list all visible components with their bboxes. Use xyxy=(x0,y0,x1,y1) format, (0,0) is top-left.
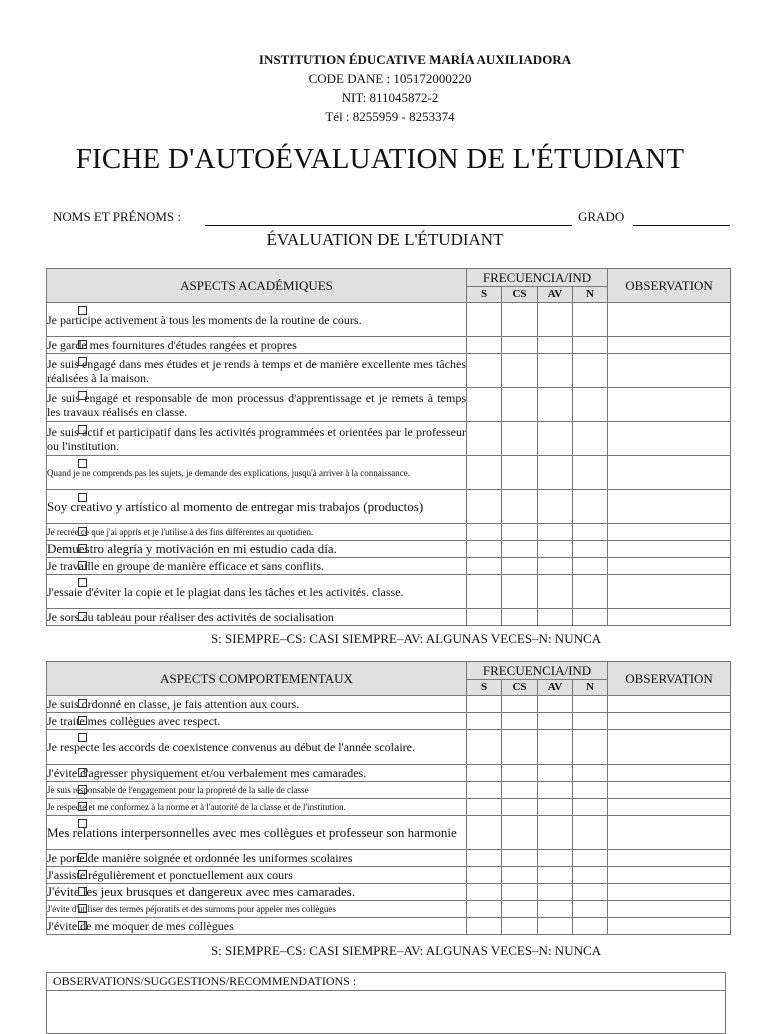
academic-item-text: Je travaille en groupe de manière efficace et sans conflits. xyxy=(47,559,324,573)
checkbox-icon[interactable] xyxy=(78,733,87,742)
observation-cell[interactable] xyxy=(608,541,731,558)
s-cell[interactable] xyxy=(467,490,502,524)
s-cell[interactable] xyxy=(467,696,502,713)
cs-cell[interactable] xyxy=(502,696,538,713)
behavioral-item-text: Je traite mes collègues avec respect. xyxy=(47,714,221,728)
behavioral-item-text: J'évite d'utiliser des termes péjoratifs et des surnoms pour appeler mes collègues xyxy=(47,904,336,914)
observation-cell[interactable] xyxy=(608,303,731,337)
av-cell[interactable] xyxy=(538,337,573,354)
behavioral-row xyxy=(47,799,731,816)
academic-item xyxy=(47,490,467,524)
n-cell[interactable] xyxy=(573,524,608,541)
academic-row xyxy=(47,388,731,422)
cs-cell[interactable] xyxy=(502,524,538,541)
checkbox-icon[interactable] xyxy=(78,561,87,570)
behavioral-item-text: J'évite d'agresser physiquement et/ou verbalement mes camarades. xyxy=(47,766,367,780)
academic-item xyxy=(47,422,467,456)
legend: S: SIEMPRE–CS: CASI SIEMPRE–AV: ALGUNAS VECES–N: NUNCA xyxy=(210,631,602,646)
behavioral-row xyxy=(47,713,731,730)
academic-row xyxy=(47,541,731,558)
observation-heading: OBSERVATION xyxy=(608,662,731,696)
observation-cell[interactable] xyxy=(608,422,731,456)
grado-field[interactable] xyxy=(633,225,730,226)
cs-cell[interactable] xyxy=(502,782,538,799)
observation-cell[interactable] xyxy=(608,575,731,609)
checkbox-icon[interactable] xyxy=(78,544,87,553)
observations-box[interactable] xyxy=(46,972,726,1034)
observation-cell[interactable] xyxy=(608,490,731,524)
s-cell[interactable] xyxy=(467,422,502,456)
academic-item-text: Soy creativo y artístico al momento de entregar mis trabajos (productos) xyxy=(47,498,424,514)
behavioral-item-text: Je porte de manière soignée et ordonnée les uniformes scolaires xyxy=(47,851,353,865)
frequency-heading: FRECUENCIA/IND xyxy=(467,269,608,287)
observation-cell[interactable] xyxy=(608,901,731,918)
checkbox-icon[interactable] xyxy=(78,425,87,434)
n-cell[interactable] xyxy=(573,884,608,901)
observation-cell[interactable] xyxy=(608,558,731,575)
s-cell[interactable] xyxy=(467,558,502,575)
col-av: AV xyxy=(538,287,573,303)
behavioral-row xyxy=(47,850,731,867)
cs-cell[interactable] xyxy=(502,901,538,918)
n-cell[interactable] xyxy=(573,816,608,850)
checkbox-icon[interactable] xyxy=(78,921,87,930)
s-cell[interactable] xyxy=(467,799,502,816)
s-cell[interactable] xyxy=(467,867,502,884)
observation-cell[interactable] xyxy=(608,609,731,626)
observation-cell[interactable] xyxy=(608,730,731,765)
n-cell[interactable] xyxy=(573,354,608,388)
academic-row xyxy=(47,422,731,456)
av-cell[interactable] xyxy=(538,765,573,782)
academic-item-text: Quand je ne comprends pas les sujets, je demande des explications, jusqu'à arriver à la connaissance. xyxy=(47,467,411,478)
av-cell[interactable] xyxy=(538,816,573,850)
observation-cell[interactable] xyxy=(608,456,731,490)
academic-item xyxy=(47,456,467,490)
academic-item xyxy=(47,575,467,609)
academic-table xyxy=(46,268,731,626)
behavioral-item xyxy=(47,918,467,935)
col-n: N xyxy=(573,287,608,303)
behavioral-row xyxy=(47,782,731,799)
cs-cell[interactable] xyxy=(502,456,538,490)
av-cell[interactable] xyxy=(538,354,573,388)
av-cell[interactable] xyxy=(538,303,573,337)
cs-cell[interactable] xyxy=(502,575,538,609)
observation-cell[interactable] xyxy=(608,867,731,884)
behavioral-item xyxy=(47,816,467,850)
academic-row xyxy=(47,490,731,524)
checkbox-icon[interactable] xyxy=(78,306,87,315)
frequency-heading: FRECUENCIA/IND xyxy=(467,662,608,680)
behavioral-row xyxy=(47,730,731,765)
cs-cell[interactable] xyxy=(502,490,538,524)
n-cell[interactable] xyxy=(573,782,608,799)
name-field[interactable] xyxy=(205,225,572,226)
av-cell[interactable] xyxy=(538,422,573,456)
col-n: N xyxy=(573,680,608,696)
behavioral-item xyxy=(47,765,467,782)
av-cell[interactable] xyxy=(538,558,573,575)
n-cell[interactable] xyxy=(573,388,608,422)
cs-cell[interactable] xyxy=(502,558,538,575)
cs-cell[interactable] xyxy=(502,303,538,337)
av-cell[interactable] xyxy=(538,850,573,867)
col-s: S xyxy=(467,680,502,696)
nit: NIT: 811045872-2 xyxy=(341,90,439,105)
academic-item xyxy=(47,558,467,575)
behavioral-row xyxy=(47,901,731,918)
checkbox-icon[interactable] xyxy=(78,459,87,468)
academic-row xyxy=(47,337,731,354)
academic-row xyxy=(47,609,731,626)
academic-item-text: J'essaie d'éviter la copie et le plagiat dans les tâches et les activités. classe. xyxy=(47,584,404,599)
academic-item-text: Je garde mes fournitures d'études rangées et propres xyxy=(47,338,297,352)
observation-cell[interactable] xyxy=(608,782,731,799)
section-subtitle: ÉVALUATION DE L'ÉTUDIANT xyxy=(266,230,504,249)
academic-item-text: Je suis engagé et responsable de mon processus d'apprentissage et je remets à temps les travaux réalisés en classe. xyxy=(47,390,466,419)
behavioral-row xyxy=(47,884,731,901)
institution-name: INSTITUTION ÉDUCATIVE MARÍA AUXILIADORA xyxy=(258,52,572,67)
col-av: AV xyxy=(538,680,573,696)
n-cell[interactable] xyxy=(573,337,608,354)
behavioral-item xyxy=(47,884,467,901)
behavioral-item-text: J'assiste régulièrement et ponctuellement aux cours xyxy=(47,868,293,882)
page-title: FICHE D'AUTOÉVALUATION DE L'ÉTUDIANT xyxy=(75,143,685,175)
s-cell[interactable] xyxy=(467,765,502,782)
academic-item-text: Je sors au tableau pour réaliser des activités de socialisation xyxy=(47,610,334,624)
academic-item-text: Demuestro alegría y motivación en mi estudio cada día. xyxy=(47,541,337,556)
s-cell[interactable] xyxy=(467,524,502,541)
cs-cell[interactable] xyxy=(502,713,538,730)
checkbox-icon[interactable] xyxy=(78,887,87,896)
checkbox-icon[interactable] xyxy=(78,493,87,502)
s-cell[interactable] xyxy=(467,850,502,867)
observation-cell[interactable] xyxy=(608,388,731,422)
behavioral-row xyxy=(47,918,731,935)
behavioral-item xyxy=(47,782,467,799)
behavioral-item-text: J'évite de me moquer de mes collègues xyxy=(47,919,234,933)
n-cell[interactable] xyxy=(573,730,608,765)
behavioral-item-text: Je respecte les accords de coexistence convenus au début de l'année scolaire. xyxy=(47,740,415,754)
av-cell[interactable] xyxy=(538,524,573,541)
observations-label: OBSERVATIONS/SUGGESTIONS/RECOMMENDATIONS : xyxy=(47,973,725,991)
telephone: Tél : 8255959 - 8253374 xyxy=(325,109,455,124)
s-cell[interactable] xyxy=(467,388,502,422)
s-cell[interactable] xyxy=(467,456,502,490)
behavioral-row xyxy=(47,867,731,884)
academic-row xyxy=(47,456,731,490)
observation-cell[interactable] xyxy=(608,850,731,867)
behavioral-item xyxy=(47,799,467,816)
n-cell[interactable] xyxy=(573,765,608,782)
n-cell[interactable] xyxy=(573,850,608,867)
s-cell[interactable] xyxy=(467,713,502,730)
behavioral-item xyxy=(47,850,467,867)
av-cell[interactable] xyxy=(538,867,573,884)
av-cell[interactable] xyxy=(538,609,573,626)
behavioral-item xyxy=(47,901,467,918)
av-cell[interactable] xyxy=(538,918,573,935)
observation-cell[interactable] xyxy=(608,884,731,901)
code-dane: CODE DANE : 105172000220 xyxy=(308,71,472,86)
checkbox-icon[interactable] xyxy=(78,578,87,587)
s-cell[interactable] xyxy=(467,609,502,626)
av-cell[interactable] xyxy=(538,713,573,730)
behavioral-item xyxy=(47,867,467,884)
s-cell[interactable] xyxy=(467,816,502,850)
behavioral-item xyxy=(47,713,467,730)
checkbox-icon[interactable] xyxy=(78,357,87,366)
cs-cell[interactable] xyxy=(502,337,538,354)
checkbox-icon[interactable] xyxy=(78,853,87,862)
behavioral-row xyxy=(47,765,731,782)
observation-heading: OBSERVATION xyxy=(608,269,731,303)
s-cell[interactable] xyxy=(467,575,502,609)
academic-row xyxy=(47,575,731,609)
s-cell[interactable] xyxy=(467,901,502,918)
observation-cell[interactable] xyxy=(608,337,731,354)
cs-cell[interactable] xyxy=(502,765,538,782)
n-cell[interactable] xyxy=(573,575,608,609)
behavioral-item-text: Je suis responsable de l'engagement pour la propreté de la salle de classe xyxy=(47,785,309,795)
av-cell[interactable] xyxy=(538,782,573,799)
academic-item xyxy=(47,303,467,337)
academic-row xyxy=(47,354,731,388)
academic-item-text: Je recrée ce que j'ai appris et je l'utilise à des fins différentes au quotidien. xyxy=(47,527,314,537)
n-cell[interactable] xyxy=(573,422,608,456)
checkbox-icon[interactable] xyxy=(78,340,87,349)
checkbox-icon[interactable] xyxy=(78,819,87,828)
cs-cell[interactable] xyxy=(502,609,538,626)
cs-cell[interactable] xyxy=(502,541,538,558)
av-cell[interactable] xyxy=(538,730,573,765)
behavioral-row xyxy=(47,816,731,850)
av-cell[interactable] xyxy=(538,901,573,918)
s-cell[interactable] xyxy=(467,730,502,765)
cs-cell[interactable] xyxy=(502,884,538,901)
cs-cell[interactable] xyxy=(502,422,538,456)
academic-item-text: Je suis actif et participatif dans les activités programmées et orientées par le professeur ou l'institution. xyxy=(47,424,466,453)
av-cell[interactable] xyxy=(538,575,573,609)
cs-cell[interactable] xyxy=(502,730,538,765)
behavioral-item-text: Mes relations interpersonnelles avec mes collègues et professeur son harmonie xyxy=(47,824,457,840)
cs-cell[interactable] xyxy=(502,388,538,422)
academic-item-text: Je participe activement à tous les moments de la routine de cours. xyxy=(47,312,362,327)
n-cell[interactable] xyxy=(573,799,608,816)
n-cell[interactable] xyxy=(573,303,608,337)
av-cell[interactable] xyxy=(538,541,573,558)
academic-item xyxy=(47,541,467,558)
behavioral-item-text: J'évite les jeux brusques et dangereux avec mes camarades. xyxy=(47,884,356,899)
name-row xyxy=(53,209,733,229)
n-cell[interactable] xyxy=(573,918,608,935)
s-cell[interactable] xyxy=(467,918,502,935)
n-cell[interactable] xyxy=(573,541,608,558)
behavioral-item xyxy=(47,730,467,765)
n-cell[interactable] xyxy=(573,609,608,626)
n-cell[interactable] xyxy=(573,490,608,524)
legend: S: SIEMPRE–CS: CASI SIEMPRE–AV: ALGUNAS VECES–N: NUNCA xyxy=(210,943,602,958)
cs-cell[interactable] xyxy=(502,867,538,884)
academic-item xyxy=(47,609,467,626)
academic-item xyxy=(47,337,467,354)
observation-cell[interactable] xyxy=(608,696,731,713)
av-cell[interactable] xyxy=(538,456,573,490)
checkbox-icon[interactable] xyxy=(78,904,87,913)
s-cell[interactable] xyxy=(467,337,502,354)
av-cell[interactable] xyxy=(538,696,573,713)
checkbox-icon[interactable] xyxy=(78,716,87,725)
observation-cell[interactable] xyxy=(608,918,731,935)
observation-cell[interactable] xyxy=(608,524,731,541)
academic-row xyxy=(47,524,731,541)
n-cell[interactable] xyxy=(573,696,608,713)
n-cell[interactable] xyxy=(573,456,608,490)
academic-item xyxy=(47,524,467,541)
behavioral-item xyxy=(47,696,467,713)
s-cell[interactable] xyxy=(467,541,502,558)
col-cs: CS xyxy=(502,680,538,696)
grado-label: GRADO xyxy=(578,209,625,224)
s-cell[interactable] xyxy=(467,303,502,337)
observation-cell[interactable] xyxy=(608,713,731,730)
behavioral-item-text: Je suis ordonné en classe, je fais attention aux cours. xyxy=(47,697,300,711)
checkbox-icon[interactable] xyxy=(78,802,87,811)
av-cell[interactable] xyxy=(538,388,573,422)
academic-item xyxy=(47,354,467,388)
checkbox-icon[interactable] xyxy=(78,699,87,708)
behavioral-item-text: Je respecte et me conformez à la norme et à l'autorité de la classe et de l'institution. xyxy=(47,802,346,812)
academic-row xyxy=(47,558,731,575)
checkbox-icon[interactable] xyxy=(78,785,87,794)
cs-cell[interactable] xyxy=(502,354,538,388)
av-cell[interactable] xyxy=(538,490,573,524)
checkbox-icon[interactable] xyxy=(78,612,87,621)
s-cell[interactable] xyxy=(467,782,502,799)
academic-row xyxy=(47,303,731,337)
av-cell[interactable] xyxy=(538,799,573,816)
academic-heading: ASPECTS ACADÉMIQUES xyxy=(47,269,467,303)
checkbox-icon[interactable] xyxy=(78,768,87,777)
col-s: S xyxy=(467,287,502,303)
checkbox-icon[interactable] xyxy=(78,527,87,536)
observation-cell[interactable] xyxy=(608,799,731,816)
s-cell[interactable] xyxy=(467,354,502,388)
cs-cell[interactable] xyxy=(502,799,538,816)
behavioral-row xyxy=(47,696,731,713)
academic-item-text: Je suis engagé dans mes études et je rends à temps et de manière excellente mes tâches réalisées à la maison. xyxy=(47,356,466,385)
cs-cell[interactable] xyxy=(502,918,538,935)
n-cell[interactable] xyxy=(573,901,608,918)
behavioral-heading: ASPECTS COMPORTEMENTAUX xyxy=(47,662,467,696)
checkbox-icon[interactable] xyxy=(78,391,87,400)
n-cell[interactable] xyxy=(573,867,608,884)
col-cs: CS xyxy=(502,287,538,303)
av-cell[interactable] xyxy=(538,884,573,901)
observation-cell[interactable] xyxy=(608,765,731,782)
cs-cell[interactable] xyxy=(502,850,538,867)
academic-item xyxy=(47,388,467,422)
checkbox-icon[interactable] xyxy=(78,870,87,879)
behavioral-table xyxy=(46,661,731,935)
observation-cell[interactable] xyxy=(608,816,731,850)
n-cell[interactable] xyxy=(573,558,608,575)
n-cell[interactable] xyxy=(573,713,608,730)
observation-cell[interactable] xyxy=(608,354,731,388)
name-label: NOMS ET PRÉNOMS : xyxy=(53,209,181,224)
cs-cell[interactable] xyxy=(502,816,538,850)
s-cell[interactable] xyxy=(467,884,502,901)
